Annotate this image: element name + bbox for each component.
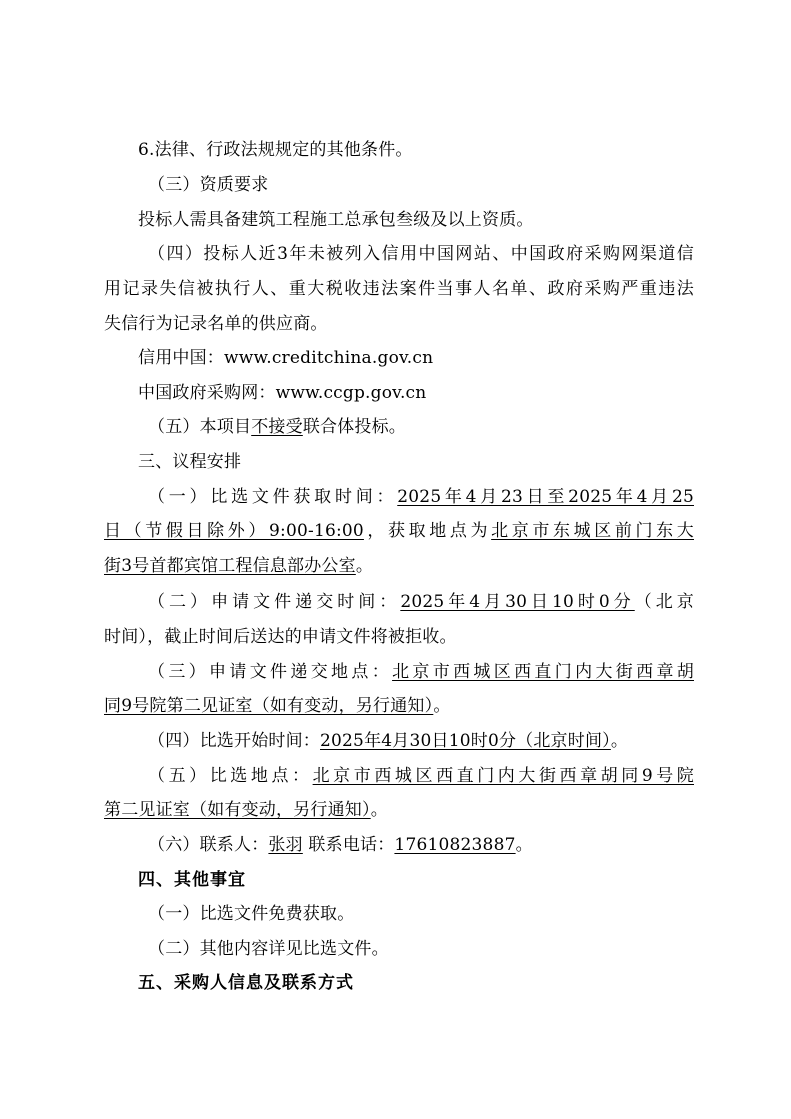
text-segment: ，获取地点为 xyxy=(363,521,492,541)
section-heading: （三）资质要求 xyxy=(148,175,269,195)
text-segment: （五）比选地点： xyxy=(148,766,313,786)
underlined-text: 北京市西城区西直门内大街西章胡 xyxy=(392,662,694,682)
section-heading: 三、议程安排 xyxy=(138,452,242,472)
section-heading: 五、采购人信息及联系方式 xyxy=(138,973,354,993)
text-segment: 。 xyxy=(370,800,388,820)
paragraph-line xyxy=(148,764,694,788)
paragraph-line: （四）投标人近3年未被列入信用中国网站、中国政府采购网渠道信 xyxy=(148,244,694,264)
paragraph-line xyxy=(104,798,694,822)
text-segment: 。 xyxy=(433,696,451,716)
underlined-text: 同9号院第二见证室（如有变动，另行通知） xyxy=(104,696,434,716)
paragraph-line: 失信行为记录名单的供应商。 xyxy=(104,314,328,334)
paragraph-line xyxy=(148,660,694,684)
underlined-text: 第二见证室（如有变动，另行通知） xyxy=(104,800,371,820)
text-segment: 。 xyxy=(355,556,374,576)
underlined-text: 北京市西城区西直门内大街西章胡同9号院 xyxy=(312,766,694,786)
text-segment: （一）比选文件获取时间： xyxy=(148,487,398,507)
paragraph-line xyxy=(148,415,738,439)
paragraph-line: 6.法律、行政法规规定的其他条件。 xyxy=(138,140,413,160)
paragraph-line: 投标人需具备建筑工程施工总承包叁级及以上资质。 xyxy=(138,210,534,230)
underlined-text: 街3号首都宾馆工程信息部办公室 xyxy=(104,556,356,576)
text-segment: （四）比选开始时间： xyxy=(148,731,320,751)
paragraph-line: 时间），截止时间后送达的申请文件将被拒收。 xyxy=(104,627,457,647)
text-segment: （北京 xyxy=(634,592,694,612)
paragraph-line xyxy=(104,694,694,718)
paragraph-line xyxy=(148,485,694,509)
underlined-text: 2025年4月30日10时0分（北京时间） xyxy=(320,731,611,751)
website-line: 信用中国：www.creditchina.gov.cn xyxy=(138,348,434,368)
text-segment: 联合体投标。 xyxy=(302,417,407,437)
underlined-text: 北京市东城区前门东大 xyxy=(491,521,694,541)
text-segment: 联系电话： xyxy=(302,835,395,855)
text-segment: （二）申请文件递交时间： xyxy=(148,592,401,612)
text-segment: （六）联系人： xyxy=(148,835,269,855)
website-line: 中国政府采购网：www.ccgp.gov.cn xyxy=(138,383,427,403)
underlined-text: 2025年4月30日10时0分 xyxy=(400,592,635,612)
contact-phone: 17610823887 xyxy=(394,835,516,855)
section-heading: 四、其他事宜 xyxy=(138,870,246,890)
contact-name: 张羽 xyxy=(268,835,303,855)
text-segment: （五）本项目 xyxy=(148,417,252,437)
paragraph-line: 用记录失信被执行人、重大税收违法案件当事人名单、政府采购严重违法 xyxy=(104,279,694,299)
paragraph-line: （二）其他内容详见比选文件。 xyxy=(148,939,389,959)
paragraph-line xyxy=(148,729,738,753)
paragraph-line xyxy=(104,554,694,578)
paragraph-line xyxy=(104,519,694,543)
underlined-text: 2025年4月23日至2025年4月25 xyxy=(397,487,694,507)
paragraph-line: （一）比选文件免费获取。 xyxy=(148,904,355,924)
text-segment: （三）申请文件递交地点： xyxy=(148,662,393,682)
paragraph-line xyxy=(148,590,694,614)
underlined-text: 日（节假日除外）9:00-16:00 xyxy=(104,521,364,541)
underlined-text: 不接受 xyxy=(251,417,303,437)
text-segment: 。 xyxy=(515,835,533,855)
contact-line xyxy=(148,833,738,857)
text-segment: 。 xyxy=(610,731,629,751)
